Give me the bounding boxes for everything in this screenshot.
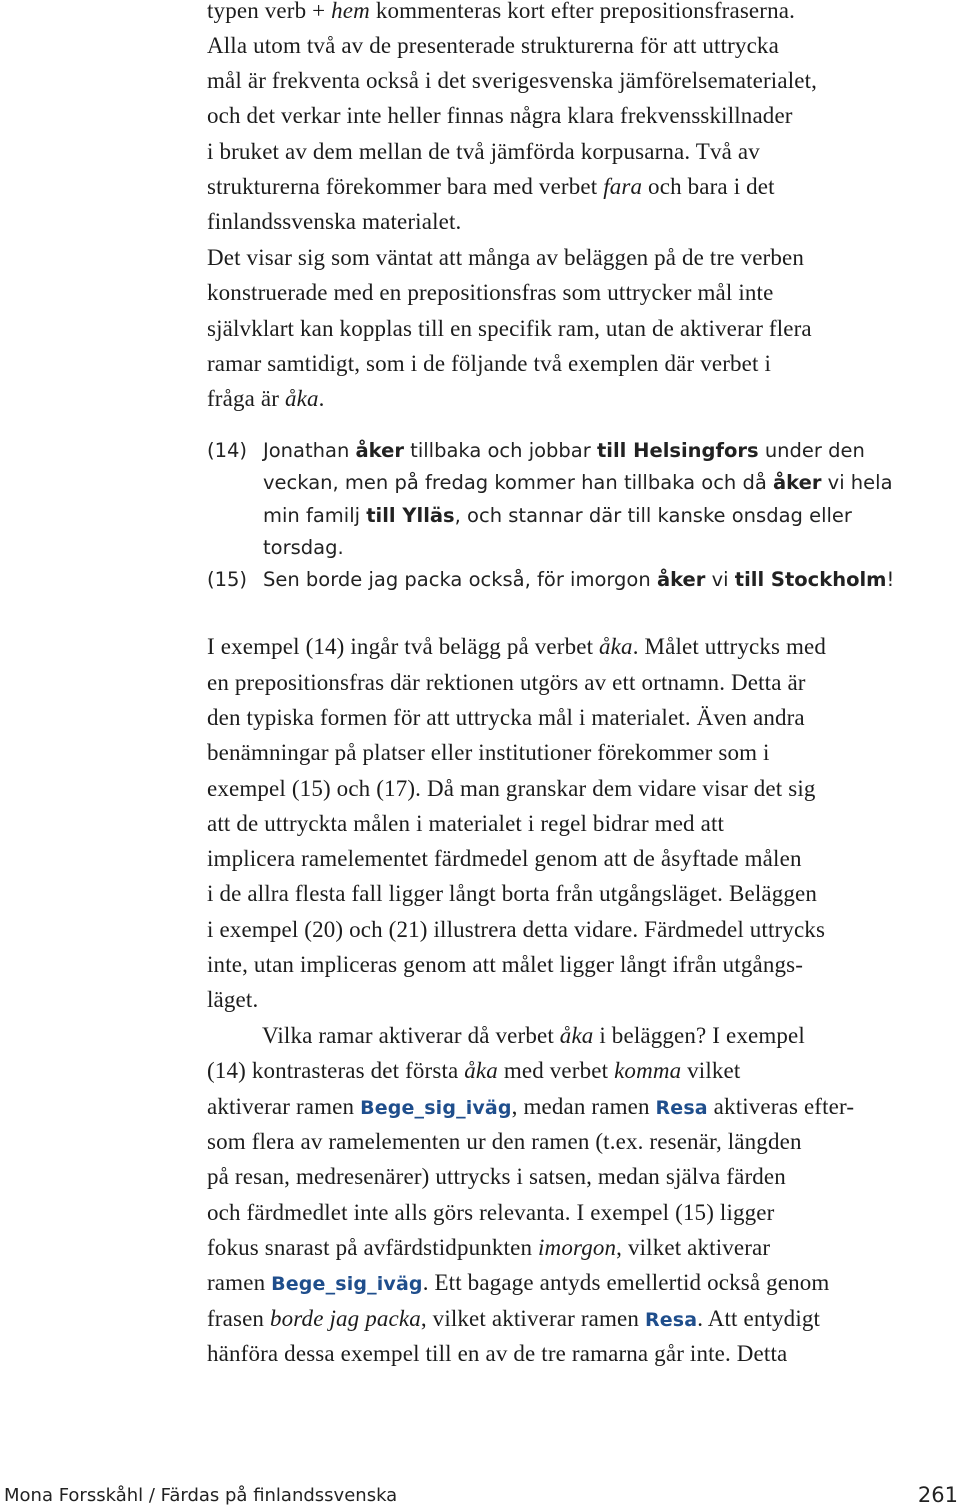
- example-line: torsdag.: [263, 536, 344, 559]
- text-line: som flera av ramelementen ur den ramen (t.ex. resenär, längden: [207, 1129, 802, 1154]
- frame-name: Bege_sig_iväg: [360, 1097, 512, 1119]
- example-line: veckan, men på fredag kommer han tillbaka och då åker vi hela: [263, 471, 893, 494]
- text-line: i de allra flesta fall ligger långt borta från utgångsläget. Beläggen: [207, 881, 818, 906]
- text-line: i exempel (20) och (21) illustrera detta vidare. Färdmedel uttrycks: [207, 917, 826, 942]
- text-line: fråga är åka.: [207, 386, 325, 411]
- text-line: frasen borde jag packa, vilket aktiverar ramen Resa. Att entydigt: [207, 1306, 821, 1331]
- text-line: Alla utom två av de presenterade strukturerna för att uttrycka: [207, 33, 779, 58]
- running-head: Mona Forsskåhl / Färdas på finlandssvenska: [4, 1485, 398, 1506]
- example-line: min familj till Ylläs, och stannar där till kanske onsdag eller: [263, 504, 852, 527]
- text-line: på resan, medresenärer) uttrycks i satsen, medan själva färden: [207, 1164, 786, 1189]
- text-line: strukturerna förekommer bara med verbet fara och bara i det: [207, 174, 775, 199]
- example-number: (15): [207, 568, 248, 591]
- text-line: och färdmedlet inte alls görs relevanta. I exempel (15) ligger: [207, 1200, 775, 1225]
- text-line: mål är frekventa också i det sverigesvenska jämförelsematerialet,: [207, 68, 818, 93]
- frame-name: Resa: [655, 1097, 708, 1119]
- text-line: implicera ramelementet färdmedel genom att de åsyftade målen: [207, 846, 802, 871]
- text-line: aktiverar ramen Bege_sig_iväg, medan ramen Resa aktiveras efter-: [207, 1094, 855, 1119]
- text-line: en prepositionsfras där rektionen utgörs av ett ortnamn. Detta är: [207, 670, 806, 695]
- example-line: Jonathan åker tillbaka och jobbar till Helsingfors under den: [263, 439, 865, 462]
- text-line: Det visar sig som väntat att många av beläggen på de tre verben: [207, 245, 805, 270]
- text-line: i bruket av dem mellan de två jämförda korpusarna. Två av: [207, 139, 760, 164]
- text-line: (14) kontrasteras det första åka med verbet komma vilket: [207, 1058, 741, 1083]
- text-line: inte, utan impliceras genom att målet ligger långt ifrån utgångs-: [207, 952, 804, 977]
- text-line: och det verkar inte heller finnas några klara frekvensskillnader: [207, 103, 793, 128]
- text-line: finlandssvenska materialet.: [207, 209, 462, 234]
- text-line: ramen Bege_sig_iväg. Ett bagage antyds emellertid också genom: [207, 1270, 830, 1295]
- text-line: ramar samtidigt, som i de följande två exemplen där verbet i: [207, 351, 772, 376]
- text-line: benämningar på platser eller institutioner förekommer som i: [207, 740, 770, 765]
- text-line: Vilka ramar aktiverar då verbet åka i beläggen? I exempel: [262, 1023, 805, 1048]
- text-line: typen verb + hem kommenteras kort efter prepositionsfraserna.: [207, 0, 795, 23]
- text-line: självklart kan kopplas till en specifik ram, utan de aktiverar flera: [207, 316, 812, 341]
- example-line: Sen borde jag packa också, för imorgon åker vi till Stockholm!: [263, 568, 895, 591]
- example-number: (14): [207, 439, 248, 462]
- text-line: fokus snarast på avfärdstidpunkten imorgon, vilket aktiverar: [207, 1235, 771, 1260]
- frame-name: Resa: [644, 1309, 698, 1331]
- text-line: den typiska formen för att uttrycka mål i materialet. Även andra: [207, 705, 805, 730]
- text-line: I exempel (14) ingår två belägg på verbet åka. Målet uttrycks med: [207, 634, 827, 659]
- frame-name: Bege_sig_iväg: [271, 1273, 423, 1295]
- text-line: hänföra dessa exempel till en av de tre ramarna går inte. Detta: [207, 1341, 788, 1366]
- text-line: exempel (15) och (17). Då man granskar dem vidare visar det sig: [207, 776, 816, 801]
- text-line: läget.: [207, 987, 259, 1012]
- page-number: 261: [917, 1483, 958, 1507]
- text-line: konstruerade med en prepositionsfras som uttrycker mål inte: [207, 280, 774, 305]
- text-line: att de uttryckta målen i materialet i regel bidrar med att: [207, 811, 725, 836]
